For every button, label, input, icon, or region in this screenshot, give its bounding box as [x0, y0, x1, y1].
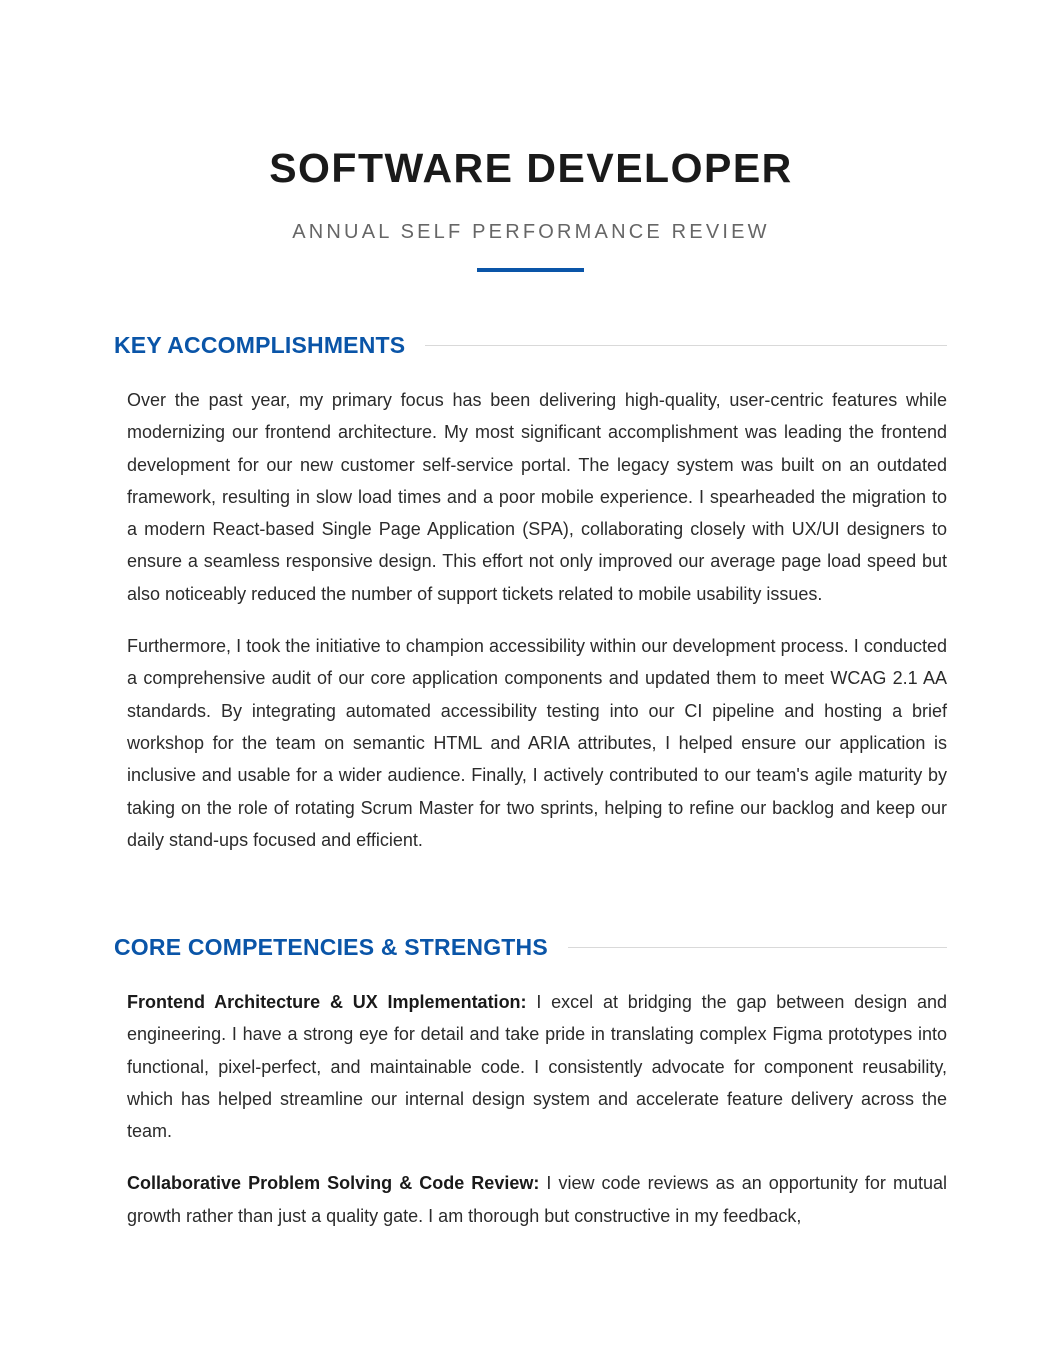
competency-text: I view code reviews as an opportunity for mutual growth rather than just a quality gate. I am thorough but constructive in my feedback,: [127, 1173, 947, 1226]
competency-paragraph: [127, 1167, 947, 1232]
competency-paragraph: [127, 986, 947, 1147]
document-title: SOFTWARE DEVELOPER: [269, 145, 793, 191]
competency-text: I excel at bridging the gap between design and engineering. I have a strong eye for detail and take pride in translating complex Figma prototypes into functional, pixel-perfect, and maintainable code. I consistently advocate for component reusability, which has helped streamline our internal design system and accelerate feature delivery across the team.: [127, 992, 947, 1142]
title-accent-rule: [477, 268, 584, 272]
section-heading-text: KEY ACCOMPLISHMENTS: [114, 332, 406, 358]
document-subtitle: ANNUAL SELF PERFORMANCE REVIEW: [292, 221, 770, 243]
section-divider-line: [425, 345, 947, 346]
competency-label: Frontend Architecture & UX Implementation:: [127, 992, 527, 1012]
section-heading-text: CORE COMPETENCIES & STRENGTHS: [114, 934, 548, 960]
paragraph: Over the past year, my primary focus has been delivering high-quality, user-centric features while modernizing our frontend architecture. My most significant accomplishment was leading the frontend development for our new customer self-service portal. The legacy system was built on an outdated framework, resulting in slow load times and a poor mobile experience. I spearheaded the migration to a modern React-based Single Page Application (SPA), collaborating closely with UX/UI designers to ensure a seamless responsive design. This effort not only improved our average page load speed but also noticeably reduced the number of support tickets related to mobile usability issues.: [127, 390, 947, 604]
section-body-key-accomplishments: [127, 384, 947, 876]
section-body-core-competencies: [127, 986, 947, 1252]
paragraph: Furthermore, I took the initiative to champion accessibility within our development process. I conducted a comprehensive audit of our core application components and updated them to meet WCAG 2.1 AA standards. By integrating automated accessibility testing into our CI pipeline and hosting a brief workshop for the team on semantic HTML and ARIA attributes, I helped ensure our application is inclusive and usable for a wider audience. Finally, I actively contributed to our team's agile maturity by taking on the role of rotating Scrum Master for two sprints, helping to refine our backlog and keep our daily stand-ups focused and efficient.: [127, 636, 947, 850]
competency-label: Collaborative Problem Solving & Code Review:: [127, 1173, 540, 1194]
section-divider-line: [568, 947, 947, 948]
section-heading-core-competencies: [114, 933, 947, 961]
section-heading-key-accomplishments: [114, 331, 947, 359]
